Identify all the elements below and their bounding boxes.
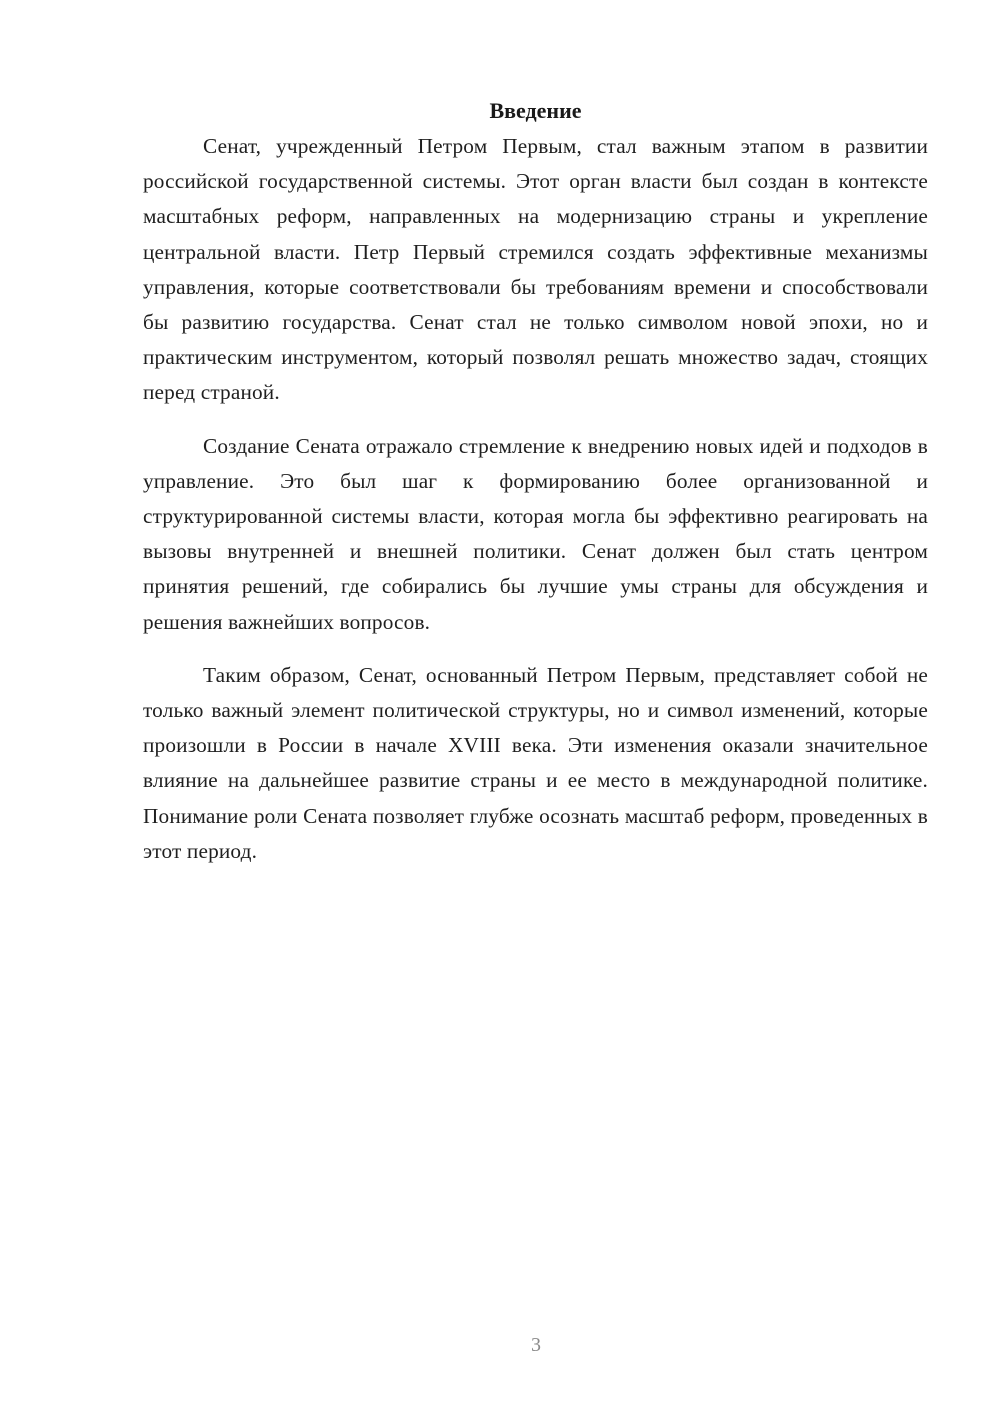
page-content [143,93,928,869]
page-number: 3 [531,1334,541,1356]
section-title: Введение [489,98,582,123]
paragraph-1: Сенат, учрежденный Петром Первым, стал важным этапом в развитии российской государственной системы. Этот орган власти был создан в контексте масштабных реформ, направленных на модернизацию страны и укрепление центральной власти. Петр Первый стремился создать эффективные механизмы управления, которые соответствовали бы требованиям времени и способствовали бы развитию государства. Сенат стал не только символом новой эпохи, но и практическим инструментом, который позволял решать множество задач, стоящих перед страной. [143,134,928,405]
paragraph-2: Создание Сената отражало стремление к внедрению новых идей и подходов в управление. Это был шаг к формированию более организованной и структурированной системы власти, которая могла бы эффективно реагировать на вызовы внутренней и внешней политики. Сенат должен был стать центром принятия решений, где собирались бы лучшие умы страны для обсуждения и решения важнейших вопросов. [143,433,928,634]
paragraph-3: Таким образом, Сенат, основанный Петром Первым, представляет собой не только важный элемент политической структуры, но и символ изменений, которые произошли в России в начале XVIII века. Эти изменения оказали значительное влияние на дальнейшее развитие страны и ее место в международной политике. Понимание роли Сената позволяет глубже осознать масштаб реформ, проведенных в этот период. [143,662,928,863]
